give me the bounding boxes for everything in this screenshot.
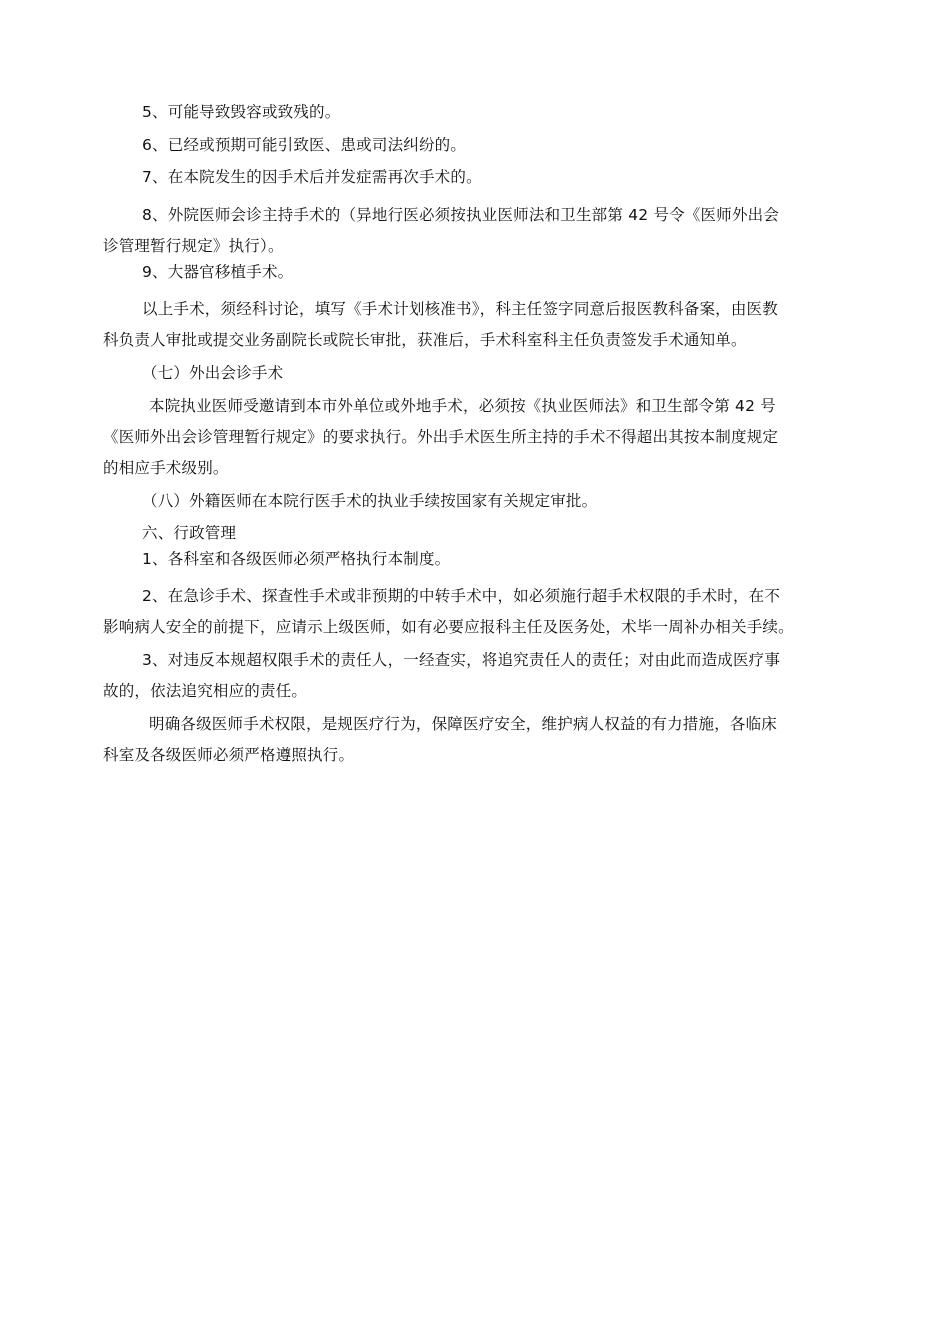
text-line: 2、在急诊手术、探查性手术或非预期的中转手术中，如必须施行超手术权限的手术时，在不 [142, 587, 781, 605]
text-line: 影响病人安全的前提下，应请示上级医师，如有必要应报科主任及医务处，术毕一周补办相关手续。 [103, 618, 794, 636]
text-line: 六、行政管理 [142, 524, 237, 542]
text-line: 明确各级医师手术权限，是规医疗行为，保障医疗安全，维护病人权益的有力措施，各临床 [149, 715, 778, 733]
text-line: 8、外院医师会诊主持手术的（异地行医必须按执业医师法和卫生部第 42 号令《医师外出会 [142, 206, 780, 224]
text-line: 本院执业医师受邀请到本市外单位或外地手术，必须按《执业医师法》和卫生部令第 42 号 [149, 397, 776, 415]
text-line: 诊管理暂行规定》执行）。 [103, 237, 284, 255]
text-line: 以上手术，须经科讨论，填写《手术计划核准书》，科主任签字同意后报医教科备案，由医教 [142, 300, 778, 318]
text-line: 5、可能导致毁容或致残的。 [142, 103, 341, 121]
text-line: （八）外籍医师在本院行医手术的执业手续按国家有关规定审批。 [142, 492, 598, 510]
text-line: 1、各科室和各级医师必须严格执行本制度。 [142, 550, 451, 568]
text-line: 科负责人审批或提交业务副院长或院长审批，获准后，手术科室科主任负责签发手术通知单。 [103, 331, 747, 349]
text-line: 科室及各级医师必须严格遵照执行。 [103, 746, 355, 764]
text-line: 的相应手术级别。 [103, 459, 229, 477]
text-line: 《医师外出会诊管理暂行规定》的要求执行。外出手术医生所主持的手术不得超出其按本制度规定 [103, 428, 779, 446]
text-line: 7、在本院发生的因手术后并发症需再次手术的。 [142, 168, 482, 186]
text-line: 故的，依法追究相应的责任。 [103, 682, 308, 700]
text-line: （七）外出会诊手术 [142, 364, 284, 382]
text-line: 3、对违反本规超权限手术的责任人，一经查实，将追究责任人的责任；对由此而造成医疗事 [142, 651, 781, 669]
text-line: 6、已经或预期可能引致医、患或司法纠纷的。 [142, 136, 467, 154]
text-line: 9、大器官移植手术。 [142, 263, 294, 281]
